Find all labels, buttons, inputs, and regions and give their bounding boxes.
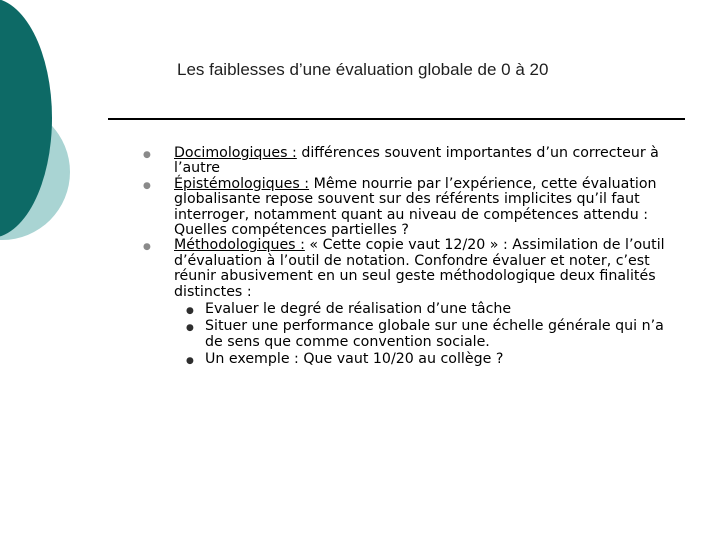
bullet-icon: ● [143,242,151,253]
bullet-item [143,238,668,300]
sub-bullet-item [143,319,668,350]
sub-bullet-text: Situer une performance globale sur une échelle générale qui n’a de sens que comme convention sociale. [205,318,664,350]
bullet-icon: ● [143,180,151,191]
slide-title: Les faiblesses d’une évaluation globale de 0 à 20 [177,60,549,79]
title-divider [108,118,685,120]
decorative-circles [0,0,120,300]
sub-bullet-text: Un exemple : Que vaut 10/20 au collège ? [205,351,504,368]
bullet-icon: ● [143,150,151,160]
bullet-label: Docimologiques : [174,145,297,161]
bullet-text: Même nourrie par l’expérience, cette évaluation globalisante repose souvent sur des référents implicites qu’il faut interroger, notamment quant au niveau de compétences attendu : Quelles compétences partielles ? [174,175,657,239]
bullet-text: différences souvent importantes d’un correcteur à l’autre [174,145,659,177]
sub-bullet-item [143,302,668,317]
bullet-item [143,177,668,239]
bullet-item [143,146,668,177]
bullet-label: Méthodologiques : [174,237,305,254]
sub-bullet-icon: ● [186,323,194,334]
sub-bullet-icon: ● [186,306,194,317]
bullet-text: « Cette copie vaut 12/20 » : Assimilation de l’outil d’évaluation à l’outil de notation. Confondre évaluer et noter, c’est réunir abusivement en un seul geste méthodologique deux finalités distinctes : [174,237,665,300]
sub-bullet-item [143,352,668,367]
sub-bullet-icon: ● [186,356,194,367]
slide-body [143,146,668,368]
sub-bullet-text: Evaluer le degré de réalisation d’une tâche [205,301,512,318]
bullet-label: Épistémologiques : [174,175,310,192]
